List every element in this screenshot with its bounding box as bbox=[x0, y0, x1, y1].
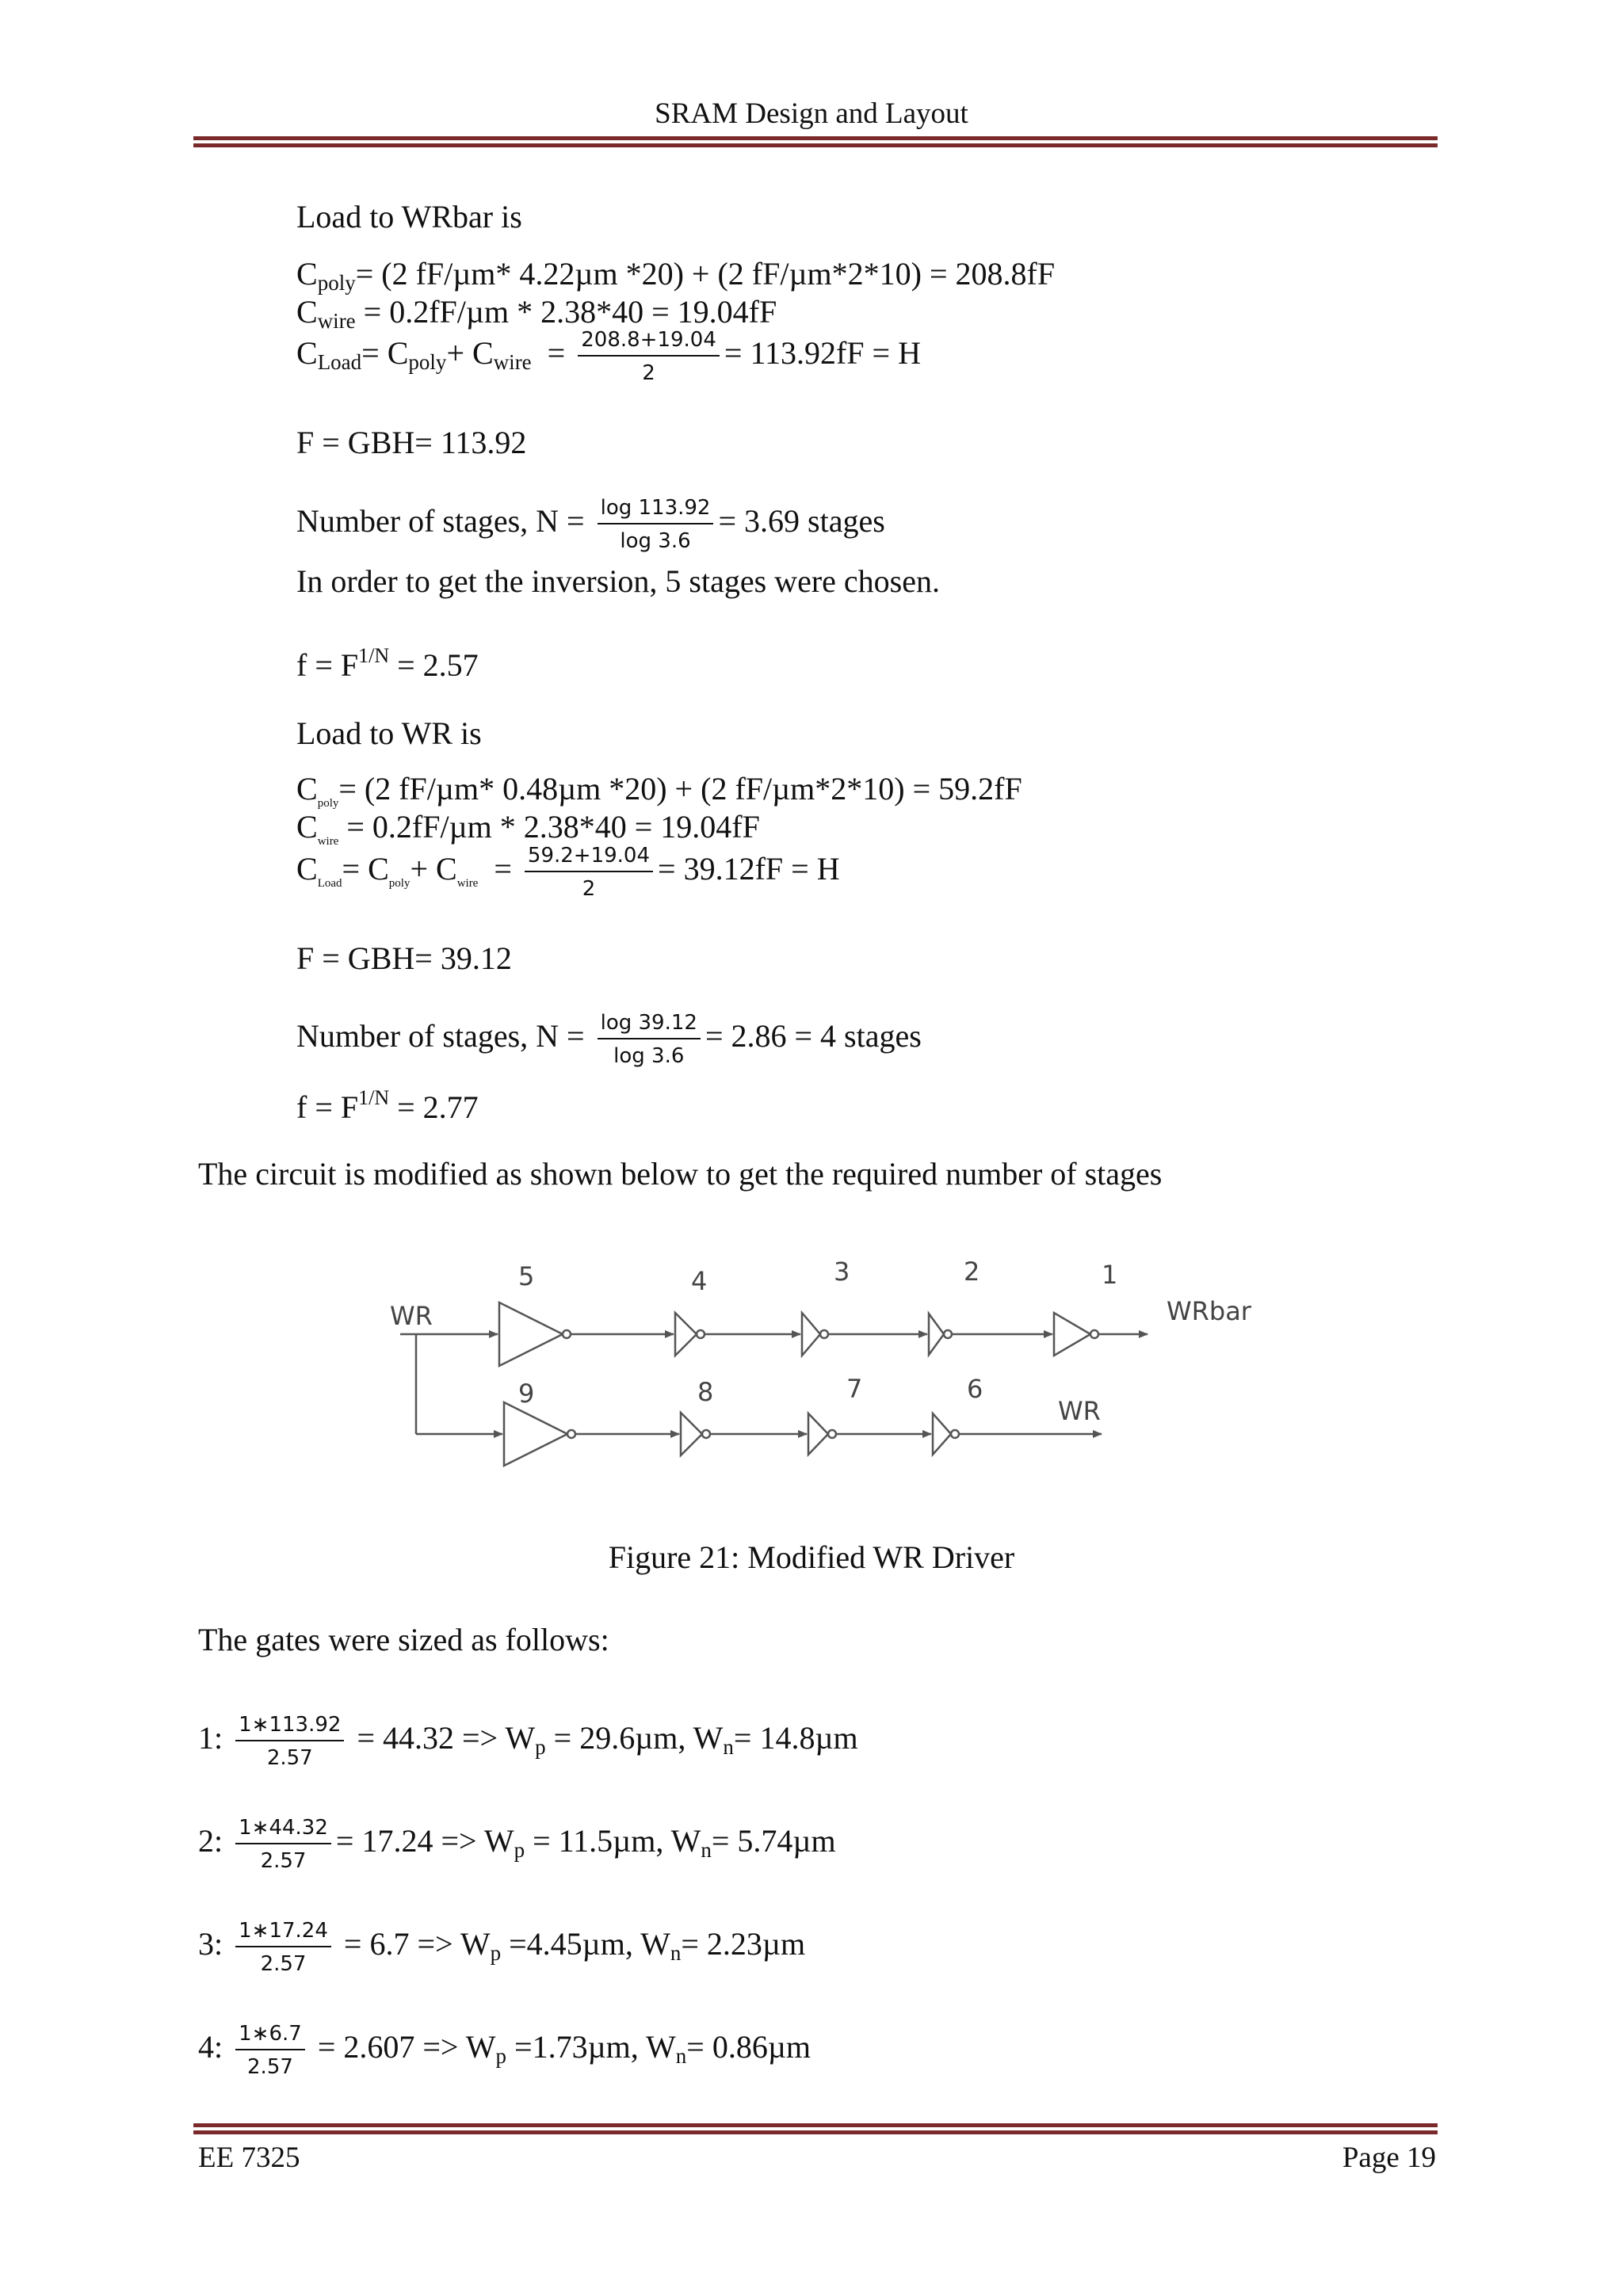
section2-stages-fraction: $\frac{\log 39.12}{\log 3.6}$ bbox=[598, 1009, 701, 1070]
inverter-3-bubble bbox=[820, 1330, 828, 1338]
sizing-row-1: 1: $\frac{1∗113.92}{2.57}$ = $44.32 => W_p = 29.6\mu m$, $W_n= 14.8\mu m$ bbox=[198, 1713, 858, 1770]
inverter-8 bbox=[681, 1413, 702, 1455]
circuit-intro: The circuit is modified as shown below to get the required number of stages bbox=[198, 1156, 1163, 1192]
inverter-5-bubble bbox=[563, 1330, 571, 1338]
section2-f-gbh: F = GBH= 39.12 bbox=[296, 940, 512, 976]
sizing-row-2: 2: $\frac{1∗44.32}{2.57}$ = $17.24 => W_p = 11.5\mu m$, $W_n= 5.74\mu m$ bbox=[198, 1816, 836, 1873]
wr-driver-diagram bbox=[380, 1236, 1284, 1505]
inverter-9-bubble bbox=[567, 1430, 575, 1438]
inverter-8-bubble bbox=[702, 1430, 710, 1438]
inverter-4 bbox=[675, 1313, 697, 1356]
inverter-7-bubble bbox=[828, 1430, 836, 1438]
section1-cwire: $C_{wire} = 0.2fF/\mu m * 2.38*40 = 19.04fF$ bbox=[296, 294, 777, 333]
stage-number-1: 1 bbox=[1102, 1260, 1118, 1290]
stage-number-2: 2 bbox=[964, 1257, 980, 1287]
section2-cload-fraction: $\frac{59.2+19.04}{2}$ bbox=[525, 842, 653, 902]
footer-rule-bottom bbox=[193, 2130, 1438, 2134]
section2-stages: Number of stages, N = $\frac{\log 39.12}{\log 3.6}$ = 2.86 = 4 stages bbox=[296, 1011, 922, 1068]
section1-stages-fraction: $\frac{\log 113.92}{\log 3.6}$ bbox=[598, 494, 714, 555]
footer-page-number: Page 19 bbox=[1342, 2142, 1436, 2174]
inverter-2-bubble bbox=[944, 1330, 952, 1338]
inverter-4-bubble bbox=[697, 1330, 705, 1338]
stage-number-3: 3 bbox=[834, 1257, 850, 1287]
section2-cpoly: $C_{poly}= (2$ fF/µm* 0.48µm *20) + (2 fF/µm*2*10) = 59.2fF bbox=[296, 771, 1022, 810]
stage-number-9: 9 bbox=[518, 1379, 535, 1409]
inverter-3 bbox=[802, 1313, 820, 1356]
section1-cload: $C_{Load}= C_{poly}+ C_{wire}$ = $\frac{208.8+19.04}{2}$ = 113.92fF = H bbox=[296, 328, 921, 385]
sizing-row-4: 4: $\frac{1∗6.7}{2.57}$ = $2.607 => W_p =1.73\mu m$, $W_n= 0.86\mu m$ bbox=[198, 2022, 811, 2079]
inverter-1 bbox=[1054, 1313, 1090, 1356]
stage-number-8: 8 bbox=[697, 1377, 714, 1407]
inverter-9 bbox=[504, 1402, 567, 1466]
section2-cload: $C_{Load}= C_{poly}+ C_{wire}$ = $\frac{59.2+19.04}{2}$ = 39.12fF = H bbox=[296, 844, 840, 901]
inverter-6 bbox=[933, 1413, 951, 1455]
sizing-2-fraction: $\frac{1∗44.32}{2.57}$ bbox=[235, 1814, 331, 1875]
sizing-3-fraction: $\frac{1∗17.24}{2.57}$ bbox=[235, 1917, 331, 1978]
section1-inversion-note: In order to get the inversion, 5 stages were chosen. bbox=[296, 563, 940, 599]
inverter-6-bubble bbox=[951, 1430, 959, 1438]
section2-title: Load to WR is bbox=[296, 715, 482, 751]
diagram-output-top-label: WRbar bbox=[1167, 1296, 1251, 1326]
section1-f-gbh: F = GBH= 113.92 bbox=[296, 425, 527, 460]
section1-f-value: $f = F^{1/N} = 2.57$ bbox=[296, 644, 479, 683]
sizing-1-fraction: $\frac{1∗113.92}{2.57}$ bbox=[235, 1711, 344, 1772]
page-header-title: SRAM Design and Layout bbox=[655, 97, 968, 130]
figure-caption: Figure 21: Modified WR Driver bbox=[608, 1539, 1015, 1575]
inverter-2 bbox=[929, 1314, 944, 1355]
header-rule-bottom bbox=[193, 143, 1438, 147]
sizing-4-fraction: $\frac{1∗6.7}{2.57}$ bbox=[235, 2020, 305, 2081]
section2-f-value: $f = F^{1/N} = 2.77$ bbox=[296, 1086, 479, 1125]
footer-course-code: EE 7325 bbox=[198, 2142, 300, 2174]
stage-number-5: 5 bbox=[518, 1261, 535, 1291]
header-rule-top bbox=[193, 136, 1438, 140]
section2-cwire: $C_{wire} = 0.2fF/\mu m * 2.38*40 = 19.04fF$ bbox=[296, 809, 760, 848]
sizing-row-3: 3: $\frac{1∗17.24}{2.57}$ = $6.7 => W_p =4.45\mu m$, $W_n= 2.23\mu m$ bbox=[198, 1919, 806, 1976]
footer-rule-top bbox=[193, 2123, 1438, 2127]
section1-cload-fraction: $\frac{208.8+19.04}{2}$ bbox=[578, 326, 720, 387]
inverter-7 bbox=[808, 1413, 828, 1455]
section1-title: Load to WRbar is bbox=[296, 199, 522, 235]
diagram-input-label: WR bbox=[390, 1301, 433, 1331]
stage-number-6: 6 bbox=[967, 1374, 983, 1404]
sizing-intro: The gates were sized as follows: bbox=[198, 1622, 609, 1657]
section1-stages: Number of stages, N = $\frac{\log 113.92}{\log 3.6}$ = 3.69 stages bbox=[296, 496, 885, 553]
diagram-output-bottom-label: WR bbox=[1058, 1396, 1101, 1426]
inverter-5 bbox=[499, 1302, 563, 1366]
section1-cpoly: $C_{poly}= (2$ fF/µm* 4.22µm *20) + (2 fF/µm*2*10) = 208.8fF bbox=[296, 256, 1056, 295]
stage-number-4: 4 bbox=[691, 1266, 708, 1296]
stage-number-7: 7 bbox=[846, 1374, 863, 1404]
inverter-1-bubble bbox=[1090, 1330, 1098, 1338]
